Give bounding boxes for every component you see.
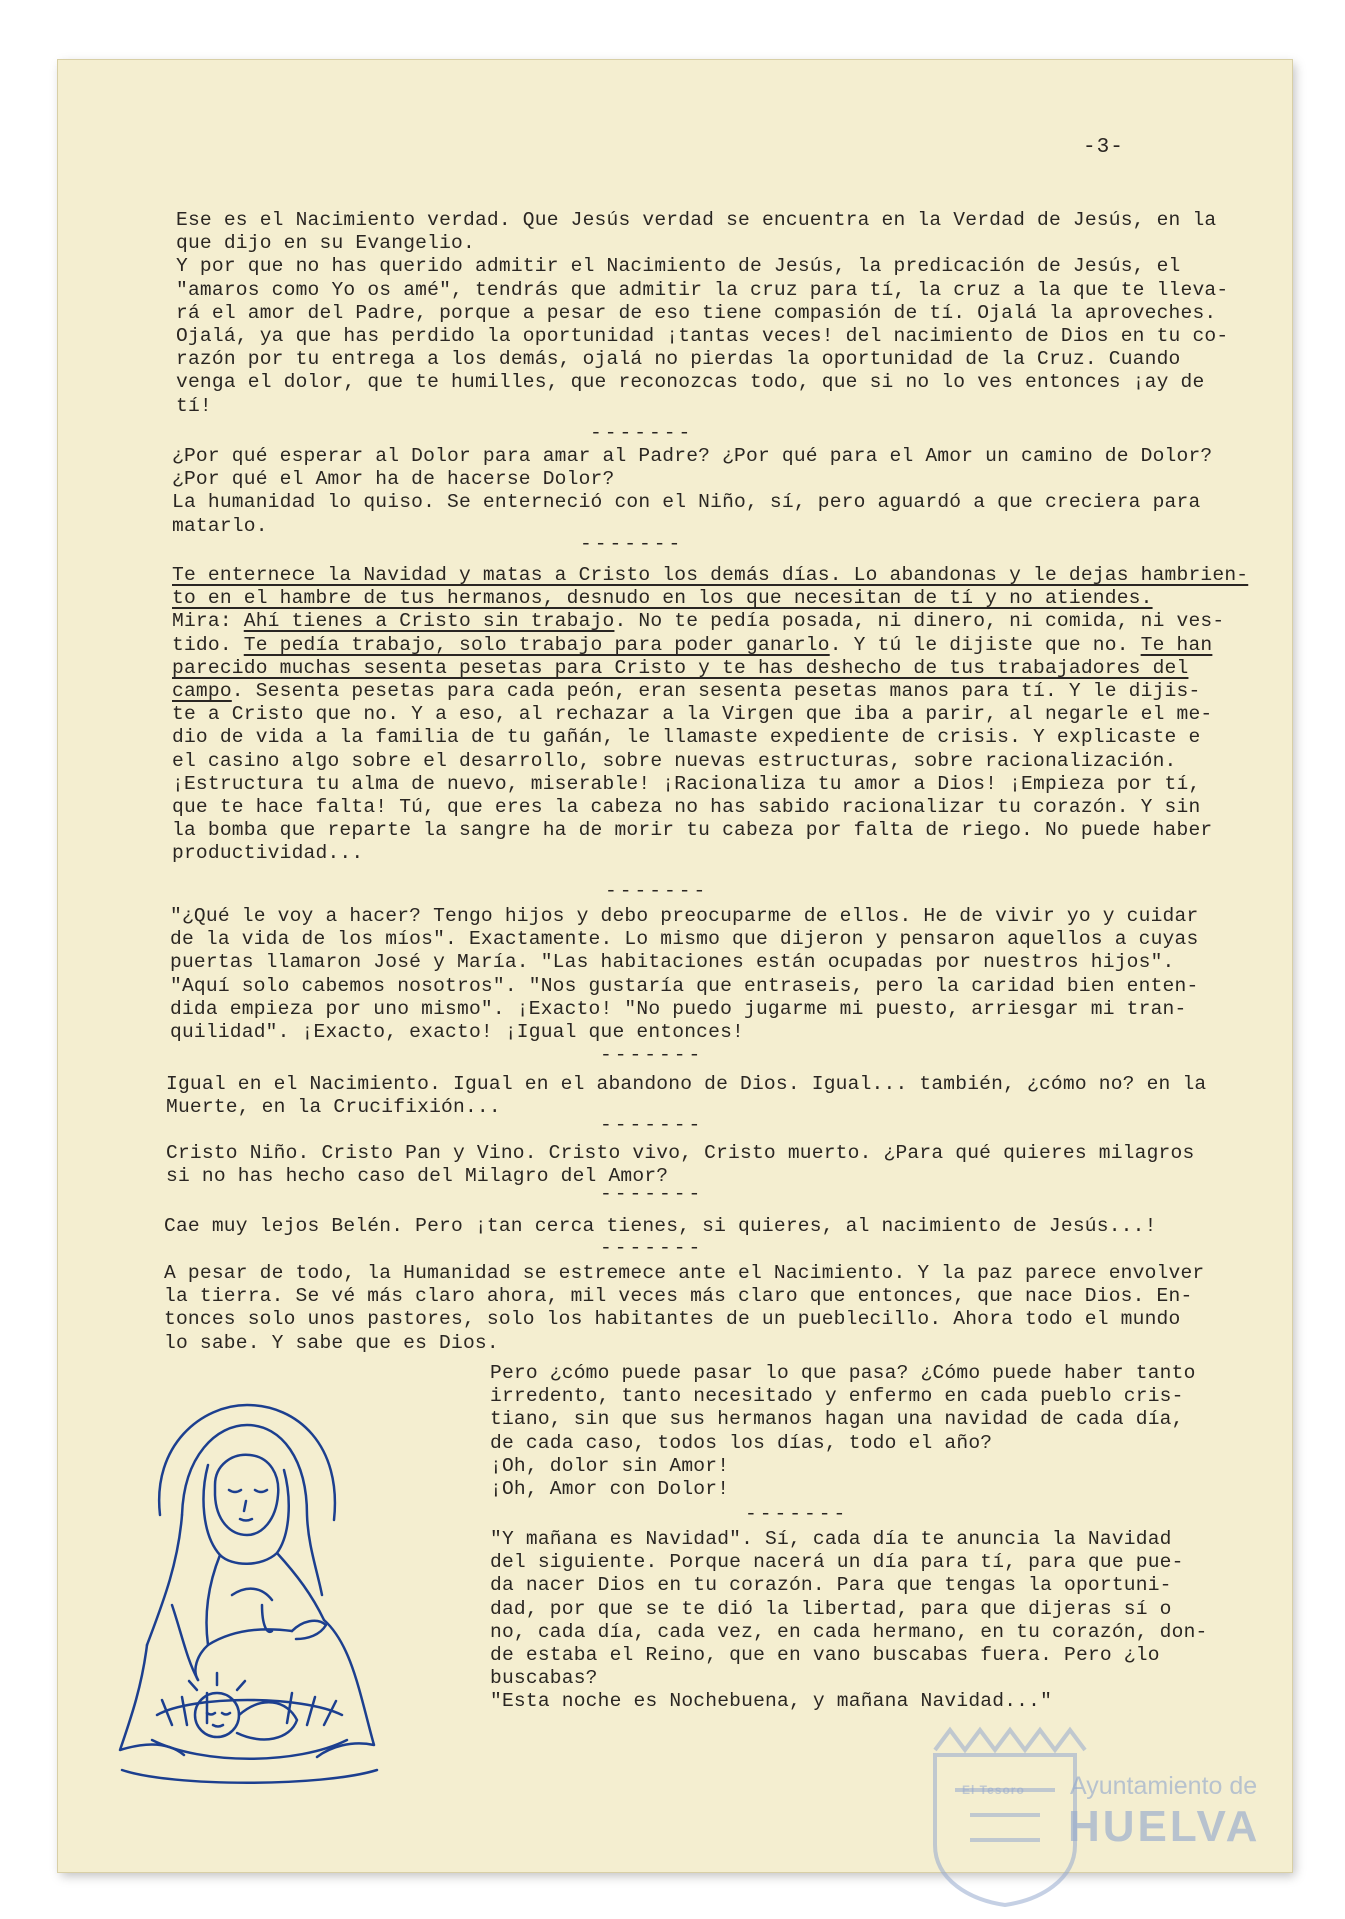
underlined-text: Te han bbox=[1140, 633, 1213, 656]
paragraph-cristo-nino: Cristo Niño. Cristo Pan y Vino. Cristo vivo, Cristo muerto. ¿Para qué quieres milagros si no has hecho caso del Milagro del Amor? bbox=[166, 1142, 1195, 1188]
underlined-text: campo bbox=[172, 680, 232, 703]
underlined-text: Ahí tienes a Cristo sin trabajo bbox=[243, 610, 615, 633]
watermark-banner: El Tesoro bbox=[962, 1783, 1025, 1797]
watermark-name: Ayuntamiento de bbox=[1070, 1772, 1258, 1800]
paragraph-manana-es-navidad: "Y mañana es Navidad". Sí, cada día te anuncia la Navidad del siguiente. Porque nacerá un día para tí, para que pue- da nacer Dios en tu corazón. Para que tengas la oportuni- dad, por que se te dió la libertad, para que dijeras sí o no, cada día, cada vez, en cada hermano, en tu corazón, don- de estaba el Reino, que en vano buscabas fuera. Pero ¿lo buscabas? "Esta noche es Nochebuena, y mañana Navidad..." bbox=[490, 1528, 1208, 1713]
paragraph-belen: Cae muy lejos Belén. Pero ¡tan cerca tienes, si quieres, al nacimiento de Jesús...! bbox=[164, 1215, 1157, 1237]
paragraph-igual: Igual en el Nacimiento. Igual en el abandono de Dios. Igual... también, ¿cómo no? en la Muerte, en la Crucifixión... bbox=[166, 1073, 1207, 1119]
paragraph-que-le-voy-a-hacer: "¿Qué le voy a hacer? Tengo hijos y debo preocuparme de ellos. He de vivir yo y cuidar de la vida de los míos". Exactamente. Lo mismo que dijeron y pensaron aquellos a cuyas puertas llamaron José y María. "Las habitaciones están ocupadas por nuestros hijos". "Aquí solo cabemos nosotros". "Nos gustaría que entraseis, pero la caridad bien enten- dida empieza por uno mismo". ¡Exacto! "No puedo jugarme mi puesto, arriesgar mi tran- quilidad". ¡Exacto, exacto! ¡Igual que entonces! bbox=[170, 905, 1199, 1044]
underlined-text: to en el hambre de tus hermanos, desnudo en los que necesitan de tí y no atiendes. bbox=[172, 587, 1153, 610]
separator: ------- bbox=[600, 1237, 704, 1259]
separator: ------- bbox=[745, 1503, 849, 1525]
separator: ------- bbox=[605, 880, 709, 902]
underlined-text: Te enternece la Navidad y matas a Cristo los demás días. Lo abandonas y le dejas hambrien- bbox=[172, 564, 1249, 586]
underlined-text: Te pedía trabajo, solo trabajo para poder ganarlo bbox=[243, 633, 830, 656]
separator: ------- bbox=[590, 422, 694, 444]
paragraph-a-pesar-de-todo: A pesar de todo, la Humanidad se estremece ante el Nacimiento. Y la paz parece envolver la tierra. Se vé más claro ahora, mil veces más claro que entonces, que nace Dios. En- tonces solo unos pastores, solo los habitantes de un pueblecillo. Ahora todo el mundo lo sabe. Y sabe que es Dios. bbox=[164, 1262, 1205, 1354]
separator: ------- bbox=[600, 1183, 704, 1205]
paragraph-como-puede-pasar: Pero ¿cómo puede pasar lo que pasa? ¿Cómo puede haber tanto irredento, tanto necesitado y enfermo en cada pueblo cris- tiano, sin que sus hermanos hagan una navidad de cada día, de cada caso, todos los días, todo el año? ¡Oh, dolor sin Amor! ¡Oh, Amor con Dolor! bbox=[490, 1362, 1196, 1501]
paragraph-dolor: ¿Por qué esperar al Dolor para amar al Padre? ¿Por qué para el Amor un camino de Dolor? ¿Por qué el Amor ha de hacerse Dolor? La humanidad lo quiso. Se enterneció con el Niño, sí, pero aguardó a que creciera para matarlo. bbox=[172, 445, 1213, 537]
watermark-city: HUELVA bbox=[1068, 1802, 1261, 1851]
paragraph-navidad-trabajo: Te enternece la Navidad y matas a Cristo los demás días. Lo abandonas y le dejas hambrien- to en el hambre de tus hermanos, desnudo en los que necesitan de tí y no atiendes. Mira: Ahí tienes a Cristo sin trabajo. No te pedía posada, ni dinero, ni comida, ni ves- tido. Te pedía trabajo, solo trabajo para poder ganarlo. Y tú le dijiste que no. Te han parecido muchas sesenta pesetas para Cristo y te has deshecho de tus trabajadores del campo. Sesenta pesetas para cada peón, eran sesenta pesetas manos para tí. Y le dijis- te a Cristo que no. Y a eso, al rechazar a la Virgen que iba a parir, al negarle el me- dio de vida a la familia de tu gañán, le llamaste expediente de crisis. Y explicaste e el casino algo sobre el desarrollo, sobre nuevas estructuras, sobre racionalización. ¡Estructura tu alma de nuevo, miserable! ¡Racionaliza tu amor a Dios! ¡Empieza por tí, que te hace falta! Tú, que eres la cabeza no has sabido racionalizar tu corazón. Y sin la bomba que reparte la sangre ha de morir tu cabeza por falta de riego. No puede haber productividad... bbox=[172, 564, 1249, 865]
paragraph-nacimiento: Ese es el Nacimiento verdad. Que Jesús verdad se encuentra en la Verdad de Jesús, en la que dijo en su Evangelio. Y por que no has querido admitir el Nacimiento de Jesús, la predicación de Jesús, el "amaros como Yo os amé", tendrás que admitir la cruz para tí, la cruz a la que te lleva- rá el amor del Padre, porque a pesar de eso tiene compasión de tí. Ojalá la aproveches. Ojalá, ya que has perdido la oportunidad ¡tantas veces! del nacimiento de Dios en tu co- razón por tu entrega a los demás, ojalá no pierdas la oportunidad de la Cruz. Cuando venga el dolor, que te humilles, que reconozcas todo, que si no lo ves entonces ¡ay de tí! bbox=[176, 209, 1229, 417]
madonna-and-child-illustration bbox=[112, 1395, 387, 1790]
page-number: -3- bbox=[1083, 136, 1124, 159]
separator: ------- bbox=[600, 1114, 704, 1136]
separator: ------- bbox=[580, 533, 684, 555]
underlined-text: parecido muchas sesenta pesetas para Cristo y te has deshecho de tus trabajadores del bbox=[172, 656, 1189, 679]
separator: ------- bbox=[600, 1044, 704, 1066]
